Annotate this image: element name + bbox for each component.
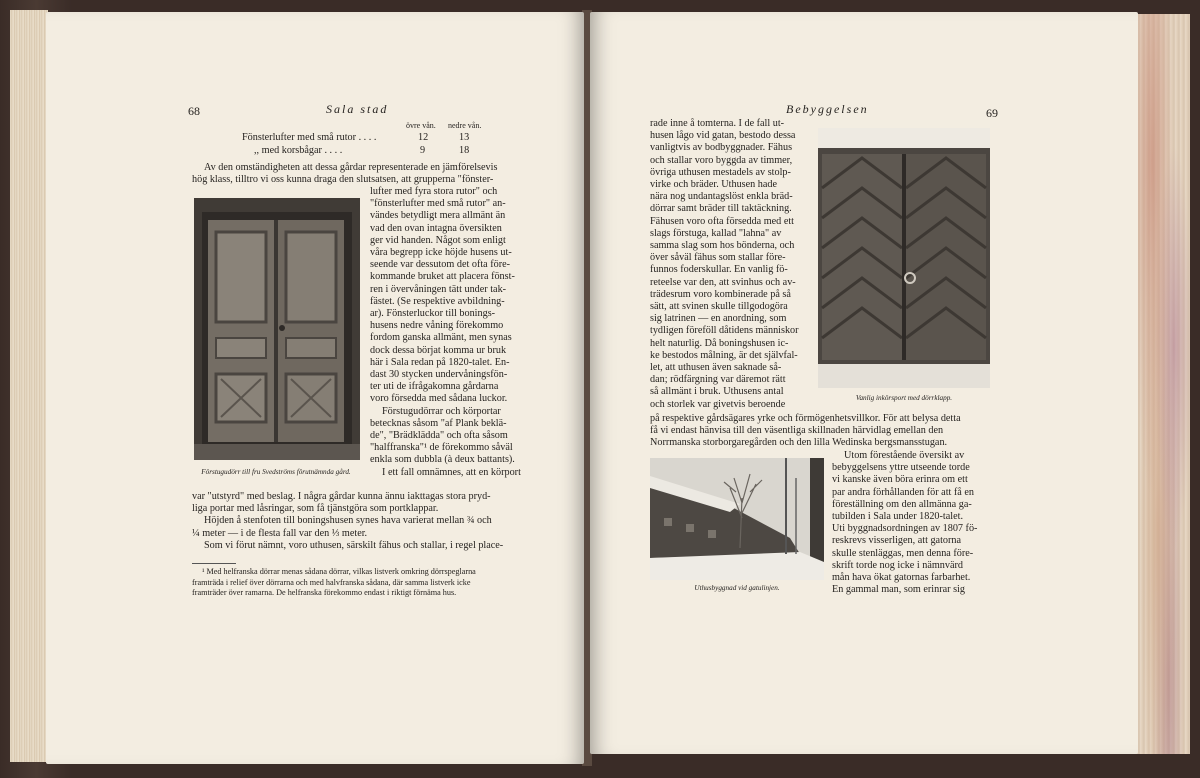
- text-line: dast 30 stycken undervåningsfön-: [370, 369, 508, 381]
- door-photo-drawing: [194, 198, 360, 460]
- text-line: föreställning om den allmänna ga-: [832, 498, 972, 510]
- text-line: reteelse var den, att svinhus och av-: [650, 276, 796, 288]
- text-line: par andra förhållanden för att få en: [832, 486, 974, 498]
- table-col-head-1: övre vån.: [406, 121, 436, 130]
- text-line: över såväl fähus som stallar före-: [650, 252, 786, 264]
- text-line: husens nedre våning förekommo: [370, 320, 504, 332]
- text-line: våra begrepp icke höjde husens ut-: [370, 247, 512, 259]
- text-line: sätt, att svinen skulle tillgodogöra: [650, 301, 788, 313]
- text-line: vanligtvis av bodbyggnader. Fähus: [650, 142, 793, 154]
- text-line: tydligen föreföll dåtidens människor: [650, 325, 799, 337]
- text-line: mån hava ökat gatornas farbarhet.: [832, 572, 971, 584]
- table-row-label: Fönsterlufter med små rutor . . . .: [242, 132, 377, 143]
- text-line: virke och bräder. Uthusen hade: [650, 179, 778, 191]
- text-line: seende var dessutom det ofta före-: [370, 259, 511, 271]
- left-page: [46, 12, 584, 764]
- text-line: så allmänt i bruk. Uthusens antal: [650, 386, 784, 398]
- marbled-page-edges: [1136, 14, 1190, 754]
- body-text-bottom: [192, 491, 556, 552]
- text-line: och stallar voro byggda av timmer,: [650, 154, 793, 166]
- footnote-line: framträda i relief över dörrarna och med halvfranska sådana, där samma listverk icke: [192, 577, 471, 587]
- body-text-column: [650, 118, 814, 411]
- table-col-head-2: nedre vån.: [448, 121, 482, 130]
- text-line: nära nog undantagslöst enkla bräd-: [650, 191, 793, 203]
- text-line: de", "Brädklädda" och ofta såsom: [370, 430, 508, 442]
- text-line: hög klass, tilltro vi oss kunna draga den slutsatsen, att grupperna "fönster-: [192, 174, 494, 186]
- text-line: Höjden å stenfoten till boningshusen synes hava varierat mellan ¾ och: [204, 515, 492, 527]
- text-line: Som vi förut nämnt, voro uthusen, särskilt fähus och stallar, i regel place-: [204, 539, 504, 551]
- text-line: I ett fall omnämnes, att en körport: [382, 466, 521, 478]
- text-line: vändes betydligt mera allmänt än: [370, 210, 506, 222]
- text-line: Norrmanska storborgaregården och den lilla Wedinska bergsmansstugan.: [650, 437, 948, 449]
- footnote: [192, 567, 562, 599]
- text-line: "fönsterlufter med små rutor" an-: [370, 198, 506, 210]
- footnote-rule: [192, 563, 236, 564]
- street-photo-caption: Uthusbyggnad vid gatulinjen.: [694, 584, 780, 592]
- text-line: övriga uthusen mestadels av stolp-: [650, 166, 791, 178]
- text-line: funnos foderskullar. En vanlig fö-: [650, 264, 788, 276]
- text-line: dan; rödfärgning var däremot rätt: [650, 374, 786, 386]
- text-line: lufter med fyra stora rutor" och: [370, 186, 498, 197]
- text-line: helt naturlig. Då boningshusen ic-: [650, 337, 789, 349]
- body-text-top: [192, 162, 556, 186]
- text-line: ter uti de ifrågakomna gårdarna: [370, 381, 499, 393]
- text-line: slags förstuga, kallad "lahna" av: [650, 227, 782, 239]
- gate-photo-caption: Vanlig inkörsport med dörrklapp.: [855, 394, 953, 402]
- left-page-edges: [10, 10, 48, 762]
- text-line: dock dessa börjat komma ur bruk: [370, 344, 507, 356]
- text-line: tubilden i Sala under 1820-talet.: [832, 511, 963, 523]
- text-line: vi kanske även böra erinra om ett: [832, 474, 968, 486]
- text-line: let, att uthusen även saknade så-: [650, 362, 782, 374]
- body-text-column: [832, 450, 990, 596]
- text-line: voro försedda med sådana luckor.: [370, 393, 508, 405]
- text-line: rade inne å tomterna. I de fall ut-: [650, 118, 785, 129]
- text-line: reskrevs visserligen, att gatorna: [832, 535, 962, 547]
- text-line: sig latrinen — en anordning, som: [650, 313, 787, 325]
- body-text-middle: [650, 413, 990, 450]
- right-page: [590, 12, 1138, 754]
- footnote-line: framträder över ramarna. De helfranska förekommo endast i riktigt förnäma hus.: [192, 588, 457, 598]
- text-line: samma slag som hos bönderna, och: [650, 240, 795, 252]
- text-line: Utom förestående översikt av: [844, 450, 965, 461]
- text-line: husen lågo vid gatan, bestodo dessa: [650, 130, 796, 142]
- text-line: enkla som dubbla (à deux battants).: [370, 454, 515, 466]
- table-cell: 13: [459, 132, 470, 143]
- text-line: var "utstyrd" med beslag. I några gårdar kunna ännu iakttagas stora pryd-: [192, 491, 491, 502]
- page-number-left: 68: [188, 104, 200, 118]
- door-photo-caption: Förstugudörr till fru Svedströms förutnämnda gård.: [201, 468, 351, 476]
- text-line: En gammal man, som erinrar sig: [832, 584, 965, 596]
- text-line: och storlek var givetvis beroende: [650, 398, 786, 410]
- text-line: ger vid handen. Något som enligt: [370, 234, 506, 246]
- street-photo-drawing: [650, 458, 824, 580]
- footnote-line: ¹ Med helfranska dörrar menas sådana dörrar, vilkas listverk omkring dörrspeglarna: [202, 567, 476, 576]
- text-line: bebyggelsens yttre utseende torde: [832, 462, 970, 474]
- text-line: liga portar med låsringar, som få tjänstgöra som portklappar.: [192, 503, 439, 515]
- page-number-right: 69: [986, 106, 998, 120]
- text-line: Av den omständigheten att dessa gårdar representerade en jämförelsevis: [204, 162, 498, 173]
- text-line: "halffranska"¹ de förekommo såväl: [370, 442, 513, 454]
- text-line: ren i övervåningen tätt under tak-: [370, 283, 507, 295]
- body-text-column: [370, 186, 556, 479]
- table-cell: 9: [420, 145, 426, 156]
- text-line: skrift torde nog icke i nämnvärd: [832, 559, 963, 571]
- text-line: betecknas såsom "af Plank beklä-: [370, 417, 507, 429]
- door-photo: [194, 198, 360, 460]
- text-line: kommande bruket att placera fönst-: [370, 271, 515, 283]
- gate-photo: [818, 128, 990, 388]
- text-line: Förstugudörrar och körportar: [382, 405, 501, 417]
- table-cell: 18: [459, 145, 470, 156]
- table-row-label: ,, med korsbågar . . . .: [254, 145, 343, 156]
- text-line: fästet. (Se respektive avbildning-: [370, 295, 505, 307]
- text-line: på respektive gårdsägares yrke och förmögenhetsvillkor. För att belysa detta: [650, 413, 961, 424]
- text-line: ar). Fönsterluckor till bonings-: [370, 308, 496, 320]
- running-head-left: Sala stad: [326, 102, 389, 116]
- text-line: trädesrum voro kombinerade på så: [650, 288, 791, 300]
- text-line: skulle stenläggas, men denna före-: [832, 547, 974, 559]
- text-line: Uti byggnadsordningen av 1807 fö-: [832, 523, 978, 535]
- text-line: fordom ganska allmänt, men synas: [370, 332, 512, 344]
- table-cell: 12: [418, 132, 429, 143]
- text-line: dörrar samt bräder till taktäckning.: [650, 203, 792, 215]
- text-line: här i Sala redan på 1820-talet. En-: [370, 356, 510, 368]
- gate-photo-drawing: [818, 128, 990, 388]
- text-line: ke bestodos målning, är det självfal-: [650, 349, 798, 361]
- text-line: vad den ovan intagna översikten: [370, 222, 502, 234]
- running-head-right: Bebyggelsen: [786, 102, 869, 116]
- text-line: ¼ meter — i de flesta fall var den ⅓ meter.: [192, 527, 368, 539]
- text-line: få vi endast hänvisa till den väsentliga skillnaden härvidlag emellan den: [650, 425, 944, 437]
- text-line: Fähusen voro ofta försedda med ett: [650, 215, 794, 227]
- street-photo: [650, 458, 824, 580]
